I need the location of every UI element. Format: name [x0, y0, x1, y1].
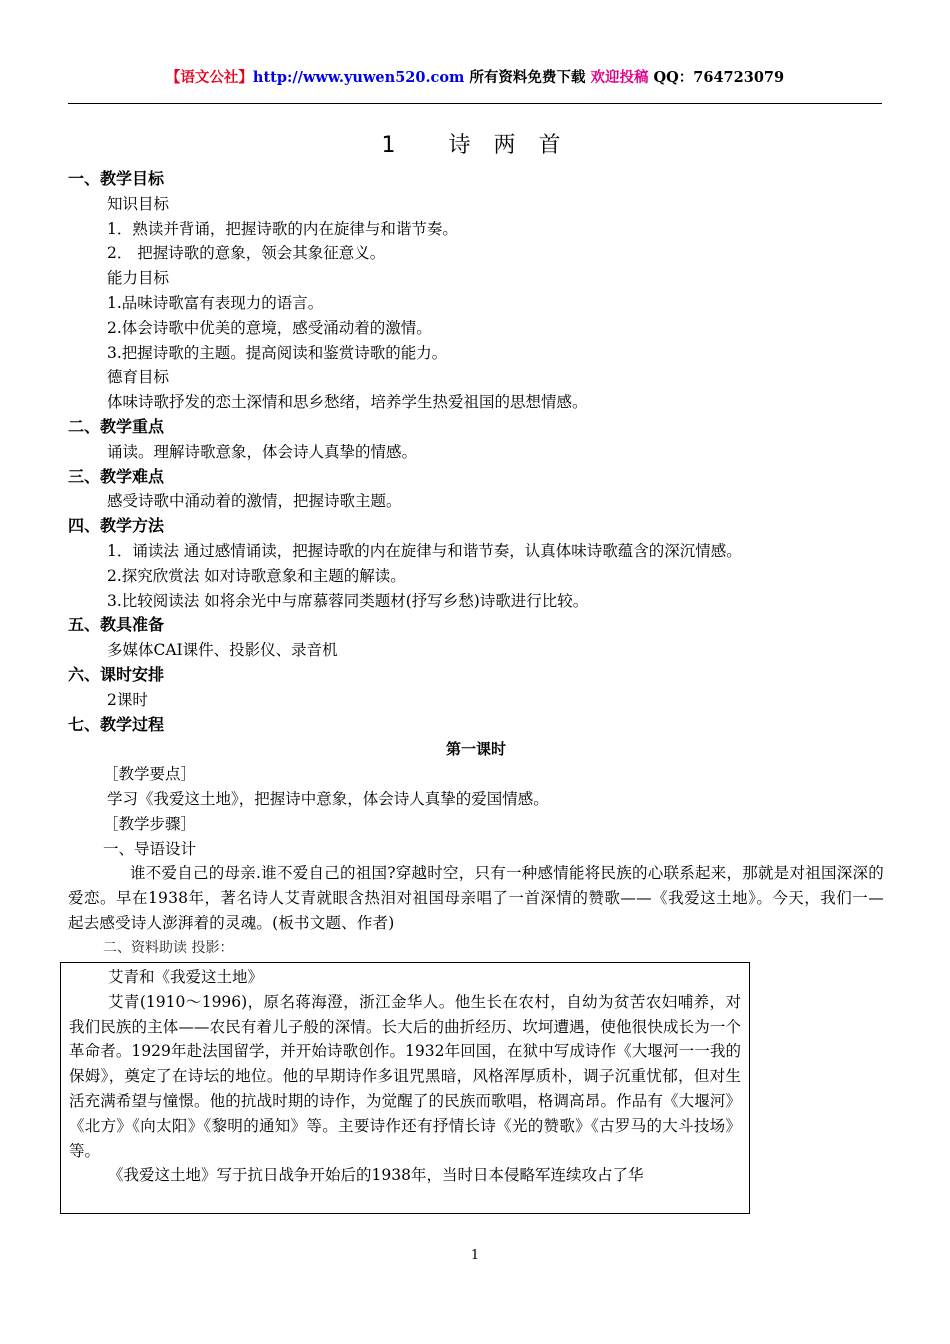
step-materials-heading: 二、资料助读 投影：	[103, 939, 234, 956]
header-contribute: 欢迎投稿	[590, 69, 649, 86]
section-heading-difficulties: 三、教学难点	[68, 466, 165, 486]
list-item: 2． 把握诗歌的意象，领会其象征意义。	[107, 244, 386, 263]
header-divider	[68, 103, 882, 104]
step-intro-heading: 一、导语设计	[103, 839, 197, 858]
section-heading-equipment: 五、教具准备	[68, 615, 165, 635]
section-heading-goals: 一、教学目标	[68, 169, 165, 188]
moral-goals-text: 体味诗歌抒发的恋土深情和思乡愁绪，培养学生热爱祖国的思想情感。	[107, 393, 588, 412]
teaching-points-label: ［教学要点］	[103, 765, 197, 784]
reference-material-box	[60, 962, 750, 1214]
ability-goals-label: 能力目标	[107, 269, 170, 288]
section-heading-schedule: 六、课时安排	[68, 664, 165, 684]
list-item: 2.探究欣赏法 如对诗歌意象和主题的解读。	[107, 566, 406, 585]
header-url-prefix: http://	[252, 69, 303, 86]
knowledge-goals-label: 知识目标	[107, 194, 170, 213]
equipment-text: 多媒体CAI课件、投影仪、录音机	[107, 641, 338, 660]
section-heading-methods: 四、教学方法	[68, 516, 165, 536]
page-title: 1 诗 两 首	[381, 133, 569, 158]
header-free-download: 所有资料免费下载	[464, 69, 591, 86]
moral-goals-label: 德育目标	[107, 368, 170, 387]
schedule-text: 2课时	[107, 690, 148, 709]
section-heading-key-points: 二、教学重点	[68, 416, 165, 436]
teaching-points-text: 学习《我爱这土地》，把握诗中意象，体会诗人真挚的爱国情感。	[107, 789, 549, 808]
header-url-link[interactable]: www.yuwen520.com	[302, 69, 465, 86]
list-item: 3.比较阅读法 如将余光中与席慕蓉同类题材(抒写乡愁)诗歌进行比较。	[107, 591, 589, 610]
page-header	[0, 66, 950, 87]
header-qq: QQ：764723079	[648, 69, 785, 86]
poem-context-paragraph: 《我爱这土地》写于抗日战争开始后的1938年，当时日本侵略军连续攻占了华	[108, 1166, 644, 1185]
list-item: 2.体会诗歌中优美的意境，感受涌动着的激情。	[107, 318, 432, 337]
intro-paragraph: 谁不爱自己的母亲.谁不爱自己的祖国?穿越时空，只有一种感情能将民族的心联系起来，那就是对祖国深深的爱恋。早在1938年，著名诗人艾青就眼含热泪对祖国母亲唱了一首深情的赞歌——《我爱这土地》。今天，我们一—起去感受诗人澎湃着的灵魂。(板书文题、作者)	[68, 864, 884, 932]
header-brand: 【语文公社】	[165, 69, 253, 86]
difficulties-text: 感受诗歌中涌动着的激情，把握诗歌主题。	[107, 492, 402, 511]
document-body	[68, 167, 884, 961]
teaching-steps-label: ［教学步骤］	[103, 814, 197, 833]
key-points-text: 诵读。理解诗歌意象，体会诗人真挚的情感。	[107, 442, 418, 461]
list-item: 1．诵读法 通过感情诵读，把握诗歌的内在旋律与和谐节奏，认真体味诗歌蕴含的深沉情感。	[107, 541, 742, 560]
list-item: 3.把握诗歌的主题。提高阅读和鉴赏诗歌的能力。	[107, 343, 448, 362]
lesson-title: 第一课时	[445, 740, 506, 759]
list-item: 1．熟读并背诵，把握诗歌的内在旋律与和谐节奏。	[107, 219, 458, 238]
section-heading-process: 七、教学过程	[68, 714, 165, 734]
page-number: 1	[470, 1248, 480, 1263]
list-item: 1.品味诗歌富有表现力的语言。	[107, 293, 324, 312]
poet-bio-paragraph: 艾青(1910～1996)，原名蒋海澄，浙江金华人。他生长在农村，自幼为贫苦农妇哺养，对我们民族的主体——农民有着儿子般的深情。长大后的曲折经历、坎坷遭遇，使他很快成长为一个革命者。1929年赴法国留学，并开始诗歌创作。1932年回国，在狱中写成诗作《大堰河一一我的保姆》，奠定了在诗坛的地位。他的早期诗作多诅咒黑暗，风格浑厚质朴，调子沉重忧郁，但对生活充满希望与憧憬。他的抗战时期的诗作，为觉醒了的民族而歌唱，格调高昂。作品有《大堰河》《北方》《向太阳》《黎明的通知》等。主要诗作还有抒情长诗《光的赞歌》《古罗马的大斗技场》等。	[69, 992, 741, 1160]
box-title: 艾青和《我爱这土地》	[108, 968, 264, 986]
